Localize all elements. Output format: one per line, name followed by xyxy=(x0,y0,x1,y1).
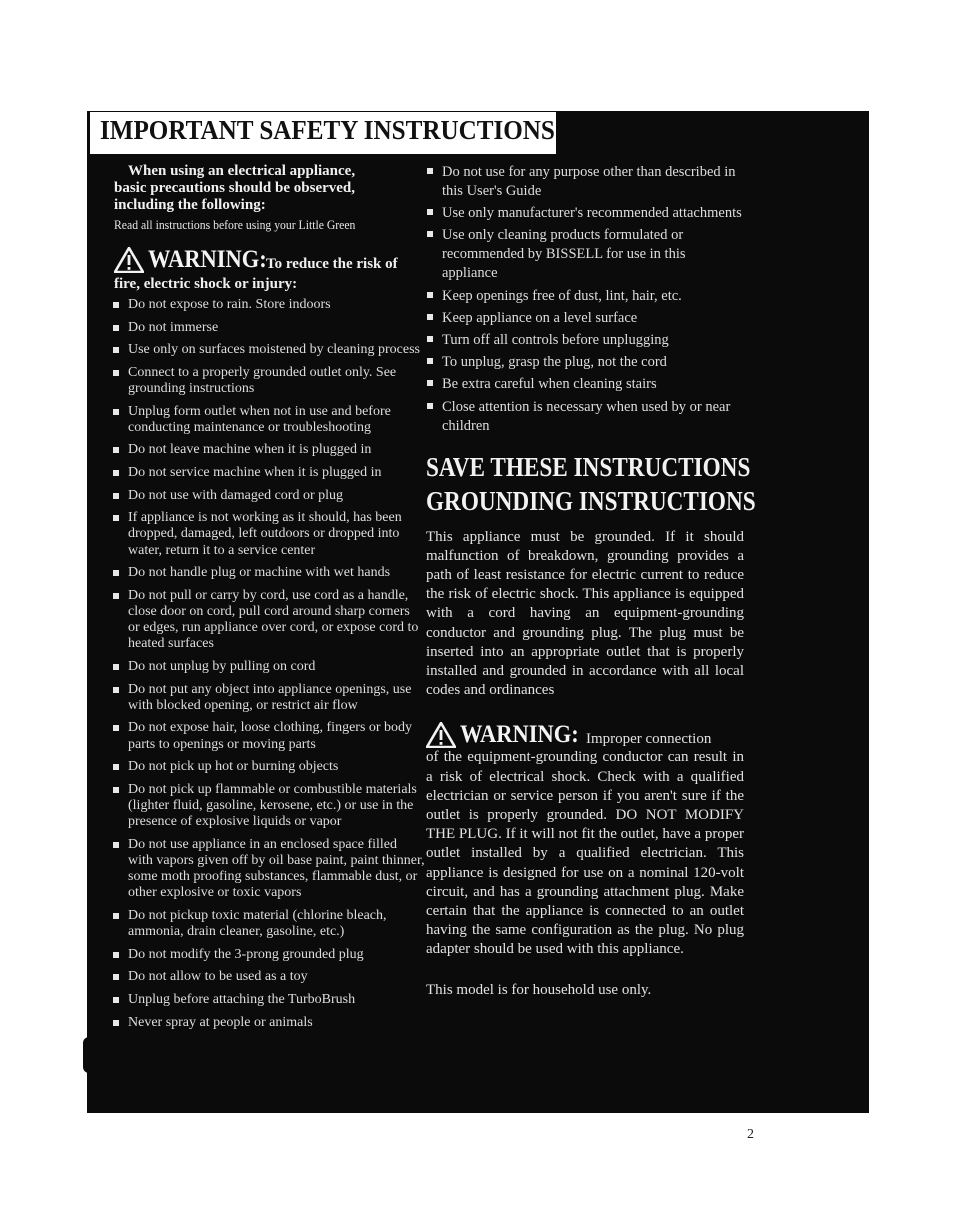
list-item: Do not pick up flammable or combustible materials (lighter fluid, gasoline, kerosene, etc.) or use in the presence of explosive liquids or vapor xyxy=(110,782,425,831)
save-instructions-heading: SAVE THESE INSTRUCTIONS xyxy=(426,451,751,482)
list-item: Close attention is necessary when used by or near children xyxy=(424,398,744,436)
list-item: Turn off all controls before unplugging xyxy=(424,331,744,350)
warning-tail: To reduce the risk of xyxy=(265,256,398,272)
list-item: Use only manufacturer's recommended attachments xyxy=(424,204,744,223)
warning-triangle-icon xyxy=(426,722,456,748)
list-item: If appliance is not working as it should, has been dropped, damaged, left outdoors or dropped into water, return it to a service center xyxy=(110,510,425,559)
list-item: Do not immerse xyxy=(110,320,425,336)
list-item: Do not pick up hot or burning objects xyxy=(110,759,425,775)
list-item: Connect to a properly grounded outlet only. See grounding instructions xyxy=(110,365,425,397)
warning-body: of the equipment-grounding conductor can result in a risk of electrical shock. Check with a qualified electrician or service person if you aren't sure if the outlet is properly grounded. DO NOT MODIFY THE PLUG. If it will not fit the outlet, have a proper outlet installed by a qualified electrician. This appliance is designed for use on a nominal 120-volt circuit, and has a grounding attachment plug. Make certain that the appliance is connected to an outlet having the same configuration as the plug. No plug adapter should be used with this appliance. xyxy=(426,749,744,958)
left-column xyxy=(110,163,425,1037)
intro-line-3: including the following: xyxy=(114,197,266,213)
list-item: Do not use appliance in an enclosed space filled with vapors given off by oil base paint, paint thinner, some moth proofing substances, flammable dust, or other explosive or toxic vapors xyxy=(110,837,425,902)
list-item: Do not handle plug or machine with wet hands xyxy=(110,565,425,581)
list-item: Do not unplug by pulling on cord xyxy=(110,659,425,675)
warning-heading xyxy=(114,247,425,273)
list-item: Do not use with damaged cord or plug xyxy=(110,488,425,504)
list-item: Do not expose hair, loose clothing, fingers or body parts to openings or moving parts xyxy=(110,720,425,752)
list-item: Do not service machine when it is plugged in xyxy=(110,465,425,481)
list-item: Do not put any object into appliance openings, use with blocked opening, or restrict air flow xyxy=(110,682,425,714)
warning-tail: Improper connection xyxy=(585,731,712,748)
list-item: Keep openings free of dust, lint, hair, etc. xyxy=(424,287,744,306)
list-item: Do not pull or carry by cord, use cord as a handle, close door on cord, pull cord around sharp corners or edges, run appliance over cord, or expose cord to heated surfaces xyxy=(110,588,425,653)
list-item: Use only on surfaces moistened by cleaning process xyxy=(110,342,425,358)
grounding-body: This appliance must be grounded. If it should malfunction of breakdown, grounding provides a path of least resistance for electric current to reduce the risk of electric shock. This appliance is equipped with a cord having an equipment-grounding conductor and grounding plug. The plug must be inserted into an appropriate outlet that is properly installed and grounded in accordance with all local codes and ordinances xyxy=(426,528,744,699)
list-item: Do not use for any purpose other than described in this User's Guide xyxy=(424,163,744,201)
left-bullet-list xyxy=(110,297,425,1031)
list-item: Do not allow to be used as a toy xyxy=(110,969,425,985)
list-item: Do not expose to rain. Store indoors xyxy=(110,297,425,313)
intro-line-2: basic precautions should be observed, xyxy=(114,180,356,196)
right-column xyxy=(424,163,756,999)
warning-subtitle: fire, electric shock or injury: xyxy=(114,276,298,292)
list-item: Never spray at people or animals xyxy=(110,1015,425,1031)
right-bullet-list xyxy=(424,163,744,436)
read-all-note: Read all instructions before using your Little Green xyxy=(114,217,356,232)
warning-word: WARNING: xyxy=(148,246,267,273)
household-note: This model is for household use only. xyxy=(426,981,652,998)
list-item: Unplug form outlet when not in use and before conducting maintenance or troubleshooting xyxy=(110,404,425,436)
binding-mark xyxy=(83,1037,95,1073)
list-item: Do not modify the 3-prong grounded plug xyxy=(110,947,425,963)
list-item: Keep appliance on a level surface xyxy=(424,309,744,328)
list-item: To unplug, grasp the plug, not the cord xyxy=(424,353,744,372)
warning-heading-2 xyxy=(426,722,744,748)
page-title: IMPORTANT SAFETY INSTRUCTIONS xyxy=(100,115,555,145)
list-item: Be extra careful when cleaning stairs xyxy=(424,375,744,394)
grounding-heading: GROUNDING INSTRUCTIONS xyxy=(426,485,756,516)
page-number: 2 xyxy=(747,1127,754,1142)
list-item: Do not pickup toxic material (chlorine bleach, ammonia, drain cleaner, gasoline, etc.) xyxy=(110,908,425,940)
list-item: Unplug before attaching the TurboBrush xyxy=(110,992,425,1008)
warning-triangle-icon xyxy=(114,247,144,273)
warning-word: WARNING: xyxy=(460,721,579,749)
list-item: Do not leave machine when it is plugged in xyxy=(110,442,425,458)
list-item: Use only cleaning products formulated or recommended by BISSELL for use in this appliance xyxy=(424,226,744,283)
intro-line-1: When using an electrical appliance, xyxy=(128,163,356,179)
